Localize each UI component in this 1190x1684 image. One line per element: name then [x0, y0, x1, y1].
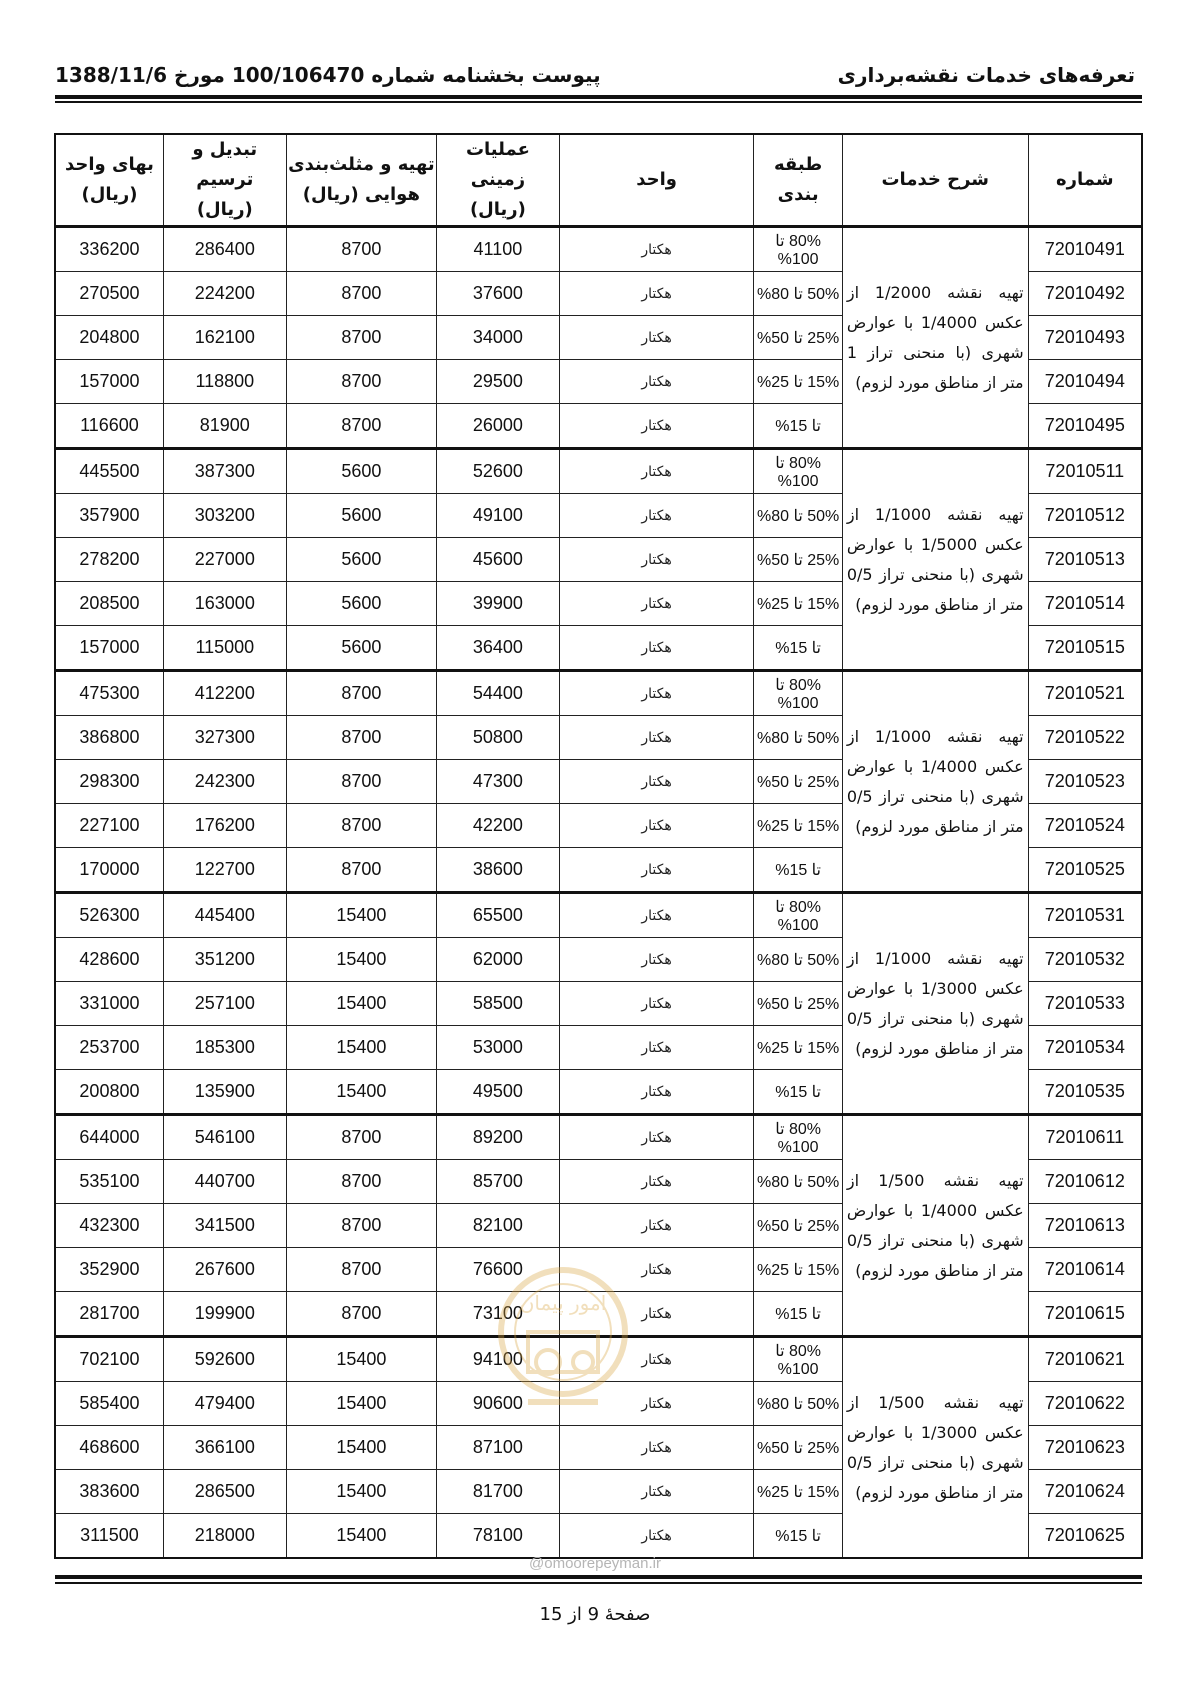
cell-ground-ops: 41100 — [437, 227, 560, 272]
cell-number: 72010525 — [1028, 848, 1142, 893]
cell-unit-price: 331000 — [55, 982, 163, 1026]
cell-ground-ops: 65500 — [437, 893, 560, 938]
cell-conversion: 445400 — [163, 893, 286, 938]
cell-classification: تا 15% — [754, 1292, 842, 1337]
cell-conversion: 546100 — [163, 1115, 286, 1160]
footer-rule-thick — [55, 1575, 1142, 1579]
cell-classification: 25% تا 50% — [754, 316, 842, 360]
cell-unit: هکتار — [559, 1204, 754, 1248]
cell-aerial: 5600 — [286, 626, 436, 671]
cell-number: 72010532 — [1028, 938, 1142, 982]
page-number: صفحهٔ 9 از 15 — [539, 1604, 651, 1625]
cell-unit: هکتار — [559, 760, 754, 804]
cell-conversion: 286400 — [163, 227, 286, 272]
cell-number: 72010492 — [1028, 272, 1142, 316]
cell-conversion: 387300 — [163, 449, 286, 494]
cell-number: 72010534 — [1028, 1026, 1142, 1070]
cell-conversion: 341500 — [163, 1204, 286, 1248]
cell-unit-price: 352900 — [55, 1248, 163, 1292]
cell-classification: 50% تا 80% — [754, 716, 842, 760]
cell-description: تهیه نقشه 1/1000 از عکس 1/3000 با عوارض شهری (با منحنی تراز 0/5 متر از مناطق مورد لزوم) — [842, 893, 1028, 1115]
cell-classification: 15% تا 25% — [754, 1026, 842, 1070]
cell-ground-ops: 37600 — [437, 272, 560, 316]
cell-conversion: 303200 — [163, 494, 286, 538]
cell-ground-ops: 34000 — [437, 316, 560, 360]
cell-ground-ops: 29500 — [437, 360, 560, 404]
cell-classification: 80% تا 100% — [754, 449, 842, 494]
table-row — [55, 227, 1142, 272]
cell-ground-ops: 42200 — [437, 804, 560, 848]
cell-description: تهیه نقشه 1/1000 از عکس 1/4000 با عوارض شهری (با منحنی تراز 0/5 متر از مناطق مورد لزوم) — [842, 671, 1028, 893]
cell-number: 72010622 — [1028, 1382, 1142, 1426]
tariff-table-body — [55, 227, 1142, 1559]
cell-number: 72010522 — [1028, 716, 1142, 760]
cell-ground-ops: 36400 — [437, 626, 560, 671]
cell-number: 72010523 — [1028, 760, 1142, 804]
cell-number: 72010512 — [1028, 494, 1142, 538]
cell-unit-price: 281700 — [55, 1292, 163, 1337]
cell-conversion: 115000 — [163, 626, 286, 671]
cell-aerial: 8700 — [286, 1204, 436, 1248]
watermark-site: @omoorepeyman.ir — [529, 1555, 661, 1572]
cell-classification: 50% تا 80% — [754, 1160, 842, 1204]
cell-number: 72010624 — [1028, 1470, 1142, 1514]
cell-number: 72010515 — [1028, 626, 1142, 671]
cell-unit-price: 227100 — [55, 804, 163, 848]
tariff-table — [54, 133, 1143, 1559]
cell-classification: 80% تا 100% — [754, 1115, 842, 1160]
cell-unit: هکتار — [559, 982, 754, 1026]
cell-classification: 15% تا 25% — [754, 582, 842, 626]
cell-conversion: 366100 — [163, 1426, 286, 1470]
cell-classification: تا 15% — [754, 1514, 842, 1559]
cell-conversion: 592600 — [163, 1337, 286, 1382]
cell-unit-price: 170000 — [55, 848, 163, 893]
cell-aerial: 8700 — [286, 804, 436, 848]
cell-number: 72010511 — [1028, 449, 1142, 494]
cell-unit: هکتار — [559, 360, 754, 404]
cell-ground-ops: 76600 — [437, 1248, 560, 1292]
cell-ground-ops: 87100 — [437, 1426, 560, 1470]
cell-ground-ops: 45600 — [437, 538, 560, 582]
cell-unit-price: 200800 — [55, 1070, 163, 1115]
table-row — [55, 1337, 1142, 1382]
cell-classification: 50% تا 80% — [754, 272, 842, 316]
cell-unit: هکتار — [559, 626, 754, 671]
cell-conversion: 286500 — [163, 1470, 286, 1514]
cell-conversion: 118800 — [163, 360, 286, 404]
col-header-description: شرح خدمات — [842, 134, 1028, 227]
cell-number: 72010614 — [1028, 1248, 1142, 1292]
cell-ground-ops: 54400 — [437, 671, 560, 716]
cell-description: تهیه نقشه 1/1000 از عکس 1/5000 با عوارض شهری (با منحنی تراز 0/5 متر از مناطق مورد لزوم) — [842, 449, 1028, 671]
cell-classification: تا 15% — [754, 626, 842, 671]
cell-aerial: 5600 — [286, 494, 436, 538]
cell-conversion: 199900 — [163, 1292, 286, 1337]
cell-classification: 15% تا 25% — [754, 1470, 842, 1514]
cell-aerial: 8700 — [286, 360, 436, 404]
cell-unit-price: 432300 — [55, 1204, 163, 1248]
cell-number: 72010613 — [1028, 1204, 1142, 1248]
cell-aerial: 15400 — [286, 982, 436, 1026]
cell-unit-price: 357900 — [55, 494, 163, 538]
cell-unit: هکتار — [559, 1292, 754, 1337]
cell-aerial: 15400 — [286, 1070, 436, 1115]
cell-unit-price: 526300 — [55, 893, 163, 938]
cell-unit: هکتار — [559, 582, 754, 626]
cell-unit-price: 253700 — [55, 1026, 163, 1070]
cell-ground-ops: 82100 — [437, 1204, 560, 1248]
cell-unit-price: 535100 — [55, 1160, 163, 1204]
cell-unit: هکتار — [559, 671, 754, 716]
cell-classification: 25% تا 50% — [754, 1204, 842, 1248]
cell-ground-ops: 85700 — [437, 1160, 560, 1204]
cell-conversion: 327300 — [163, 716, 286, 760]
cell-unit: هکتار — [559, 938, 754, 982]
col-header-aerial-triangulation: تهیه و مثلث‌بندی هوایی (ریال) — [286, 134, 436, 227]
cell-unit: هکتار — [559, 1382, 754, 1426]
cell-number: 72010621 — [1028, 1337, 1142, 1382]
cell-ground-ops: 81700 — [437, 1470, 560, 1514]
cell-unit: هکتار — [559, 848, 754, 893]
cell-ground-ops: 38600 — [437, 848, 560, 893]
cell-unit: هکتار — [559, 404, 754, 449]
cell-conversion: 135900 — [163, 1070, 286, 1115]
cell-conversion: 267600 — [163, 1248, 286, 1292]
cell-classification: 25% تا 50% — [754, 982, 842, 1026]
header-rule-thick — [55, 95, 1142, 99]
table-row — [55, 1115, 1142, 1160]
cell-number: 72010533 — [1028, 982, 1142, 1026]
col-header-ground-ops: عملیات زمینی (ریال) — [437, 134, 560, 227]
cell-ground-ops: 73100 — [437, 1292, 560, 1337]
cell-unit-price: 644000 — [55, 1115, 163, 1160]
cell-aerial: 15400 — [286, 1470, 436, 1514]
cell-ground-ops: 53000 — [437, 1026, 560, 1070]
cell-classification: 50% تا 80% — [754, 494, 842, 538]
cell-unit-price: 157000 — [55, 626, 163, 671]
cell-description: تهیه نقشه 1/500 از عکس 1/3000 با عوارض شهری (با منحنی تراز 0/5 متر از مناطق مورد لزوم) — [842, 1337, 1028, 1559]
cell-classification: تا 15% — [754, 404, 842, 449]
cell-aerial: 15400 — [286, 1337, 436, 1382]
cell-conversion: 479400 — [163, 1382, 286, 1426]
cell-number: 72010514 — [1028, 582, 1142, 626]
cell-conversion: 242300 — [163, 760, 286, 804]
cell-ground-ops: 49100 — [437, 494, 560, 538]
cell-number: 72010494 — [1028, 360, 1142, 404]
cell-aerial: 8700 — [286, 1292, 436, 1337]
cell-classification: تا 15% — [754, 848, 842, 893]
cell-classification: 80% تا 100% — [754, 671, 842, 716]
cell-description: تهیه نقشه 1/2000 از عکس 1/4000 با عوارض شهری (با منحنی تراز 1 متر از مناطق مورد لزوم) — [842, 227, 1028, 449]
table-row — [55, 671, 1142, 716]
cell-conversion: 162100 — [163, 316, 286, 360]
cell-ground-ops: 50800 — [437, 716, 560, 760]
cell-number: 72010493 — [1028, 316, 1142, 360]
cell-unit: هکتار — [559, 1426, 754, 1470]
cell-aerial: 15400 — [286, 893, 436, 938]
cell-unit: هکتار — [559, 804, 754, 848]
table-header-row — [55, 134, 1142, 227]
cell-aerial: 15400 — [286, 938, 436, 982]
cell-unit-price: 428600 — [55, 938, 163, 982]
cell-classification: 15% تا 25% — [754, 804, 842, 848]
cell-ground-ops: 58500 — [437, 982, 560, 1026]
cell-unit: هکتار — [559, 227, 754, 272]
cell-conversion: 176200 — [163, 804, 286, 848]
cell-classification: 25% تا 50% — [754, 760, 842, 804]
cell-conversion: 227000 — [163, 538, 286, 582]
cell-number: 72010625 — [1028, 1514, 1142, 1559]
cell-unit-price: 475300 — [55, 671, 163, 716]
watermark-seal-text: امور پیمان — [519, 1291, 607, 1315]
cell-aerial: 8700 — [286, 316, 436, 360]
cell-unit-price: 336200 — [55, 227, 163, 272]
cell-unit: هکتار — [559, 1470, 754, 1514]
cell-aerial: 15400 — [286, 1026, 436, 1070]
cell-aerial: 15400 — [286, 1426, 436, 1470]
cell-classification: 80% تا 100% — [754, 893, 842, 938]
col-header-unit: واحد — [559, 134, 754, 227]
cell-unit: هکتار — [559, 1160, 754, 1204]
cell-aerial: 8700 — [286, 1248, 436, 1292]
cell-conversion: 440700 — [163, 1160, 286, 1204]
cell-unit: هکتار — [559, 1514, 754, 1559]
cell-aerial: 5600 — [286, 449, 436, 494]
cell-number: 72010623 — [1028, 1426, 1142, 1470]
cell-classification: 80% تا 100% — [754, 1337, 842, 1382]
cell-classification: 15% تا 25% — [754, 1248, 842, 1292]
cell-unit: هکتار — [559, 538, 754, 582]
cell-conversion: 351200 — [163, 938, 286, 982]
cell-aerial: 15400 — [286, 1382, 436, 1426]
cell-unit: هکتار — [559, 1026, 754, 1070]
table-row — [55, 893, 1142, 938]
cell-conversion: 81900 — [163, 404, 286, 449]
table-row — [55, 449, 1142, 494]
cell-number: 72010615 — [1028, 1292, 1142, 1337]
cell-number: 72010611 — [1028, 1115, 1142, 1160]
cell-aerial: 8700 — [286, 1160, 436, 1204]
cell-aerial: 5600 — [286, 582, 436, 626]
cell-aerial: 8700 — [286, 1115, 436, 1160]
cell-aerial: 8700 — [286, 404, 436, 449]
cell-ground-ops: 94100 — [437, 1337, 560, 1382]
cell-conversion: 224200 — [163, 272, 286, 316]
cell-aerial: 8700 — [286, 848, 436, 893]
cell-classification: 15% تا 25% — [754, 360, 842, 404]
cell-unit: هکتار — [559, 1248, 754, 1292]
cell-number: 72010612 — [1028, 1160, 1142, 1204]
cell-number: 72010524 — [1028, 804, 1142, 848]
cell-number: 72010513 — [1028, 538, 1142, 582]
cell-classification: 25% تا 50% — [754, 538, 842, 582]
header-circular-reference: پیوست بخشنامه شماره 100/106470 مورخ 1388/11/6 — [55, 63, 601, 87]
cell-number: 72010531 — [1028, 893, 1142, 938]
cell-aerial: 8700 — [286, 716, 436, 760]
cell-number: 72010495 — [1028, 404, 1142, 449]
cell-unit: هکتار — [559, 1115, 754, 1160]
cell-unit-price: 386800 — [55, 716, 163, 760]
cell-unit: هکتار — [559, 1070, 754, 1115]
footer-rule-thin — [55, 1582, 1142, 1584]
header-rule-thin — [55, 101, 1142, 103]
cell-classification: 50% تا 80% — [754, 1382, 842, 1426]
cell-aerial: 5600 — [286, 538, 436, 582]
cell-ground-ops: 62000 — [437, 938, 560, 982]
cell-ground-ops: 26000 — [437, 404, 560, 449]
cell-conversion: 257100 — [163, 982, 286, 1026]
col-header-number: شماره — [1028, 134, 1142, 227]
cell-unit-price: 311500 — [55, 1514, 163, 1559]
cell-unit: هکتار — [559, 1337, 754, 1382]
col-header-classification: طبقه بندی — [754, 134, 842, 227]
cell-unit: هکتار — [559, 449, 754, 494]
cell-ground-ops: 49500 — [437, 1070, 560, 1115]
cell-classification: تا 15% — [754, 1070, 842, 1115]
cell-unit: هکتار — [559, 272, 754, 316]
cell-unit-price: 208500 — [55, 582, 163, 626]
cell-aerial: 8700 — [286, 671, 436, 716]
cell-unit-price: 702100 — [55, 1337, 163, 1382]
cell-unit: هکتار — [559, 716, 754, 760]
cell-unit-price: 204800 — [55, 316, 163, 360]
cell-conversion: 412200 — [163, 671, 286, 716]
cell-unit-price: 298300 — [55, 760, 163, 804]
cell-ground-ops: 39900 — [437, 582, 560, 626]
cell-classification: 25% تا 50% — [754, 1426, 842, 1470]
cell-aerial: 15400 — [286, 1514, 436, 1559]
cell-ground-ops: 89200 — [437, 1115, 560, 1160]
cell-ground-ops: 78100 — [437, 1514, 560, 1559]
cell-unit-price: 116600 — [55, 404, 163, 449]
cell-conversion: 122700 — [163, 848, 286, 893]
cell-aerial: 8700 — [286, 272, 436, 316]
cell-unit: هکتار — [559, 316, 754, 360]
cell-unit-price: 157000 — [55, 360, 163, 404]
col-header-conversion-drawing: تبدیل و ترسیم (ریال) — [163, 134, 286, 227]
cell-ground-ops: 52600 — [437, 449, 560, 494]
cell-aerial: 8700 — [286, 227, 436, 272]
cell-classification: 50% تا 80% — [754, 938, 842, 982]
page-header — [55, 55, 1135, 95]
header-title: تعرفه‌های خدمات نقشه‌برداری — [837, 63, 1135, 87]
cell-ground-ops: 47300 — [437, 760, 560, 804]
cell-unit-price: 278200 — [55, 538, 163, 582]
cell-unit-price: 468600 — [55, 1426, 163, 1470]
cell-unit-price: 270500 — [55, 272, 163, 316]
cell-classification: 80% تا 100% — [754, 227, 842, 272]
cell-unit-price: 445500 — [55, 449, 163, 494]
cell-conversion: 185300 — [163, 1026, 286, 1070]
cell-conversion: 218000 — [163, 1514, 286, 1559]
cell-aerial: 8700 — [286, 760, 436, 804]
cell-unit-price: 383600 — [55, 1470, 163, 1514]
cell-ground-ops: 90600 — [437, 1382, 560, 1426]
cell-number: 72010521 — [1028, 671, 1142, 716]
col-header-unit-price: بهای واحد (ریال) — [55, 134, 163, 227]
cell-unit: هکتار — [559, 494, 754, 538]
cell-unit: هکتار — [559, 893, 754, 938]
cell-conversion: 163000 — [163, 582, 286, 626]
cell-description: تهیه نقشه 1/500 از عکس 1/4000 با عوارض شهری (با منحنی تراز 0/5 متر از مناطق مورد لزوم) — [842, 1115, 1028, 1337]
cell-number: 72010491 — [1028, 227, 1142, 272]
cell-unit-price: 585400 — [55, 1382, 163, 1426]
cell-number: 72010535 — [1028, 1070, 1142, 1115]
